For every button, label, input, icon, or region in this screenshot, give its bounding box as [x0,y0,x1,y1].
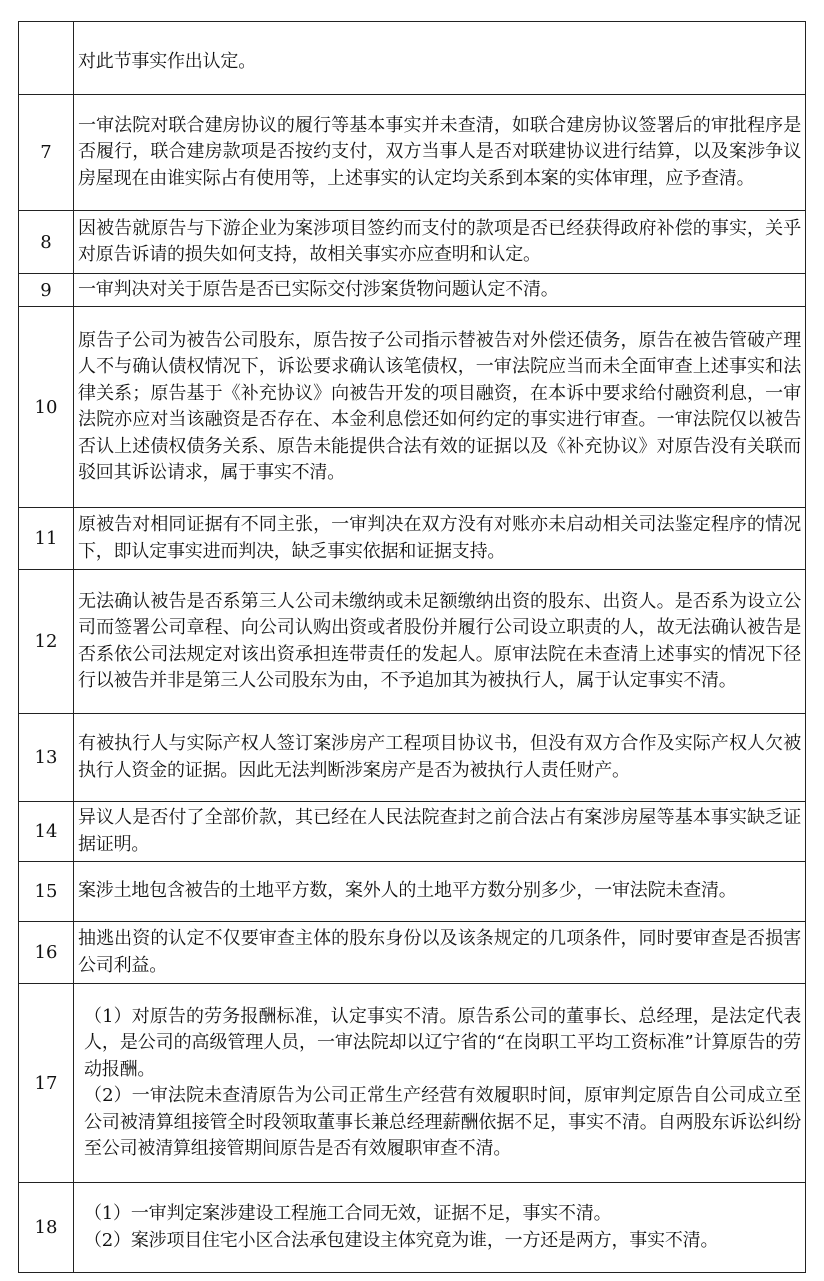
row-number: 13 [19,714,74,802]
table-row [19,22,806,95]
paragraph: （2）案涉项目住宅小区合法承包建设主体究竟为谁，一方还是两方，事实不清。 [84,1229,719,1251]
paragraph: （1）对原告的劳务报酬标准，认定事实不清。原告系公司的董事长、总经理，是法定代表人，是公司的高级管理人员，一审法院却以辽宁省的“在岗职工平均工资标准”计算原告的劳动报酬。 [84,1005,801,1080]
paragraph: （1）一审判定案涉建设工程施工合同无效，证据不足，事实不清。 [84,1203,612,1224]
row-number: 14 [19,802,74,862]
paragraph: 有被执行人与实际产权人签订案涉房产工程项目协议书，但没有双方合作及实际产权人欠被执行人资金的证据。因此无法判断涉案房产是否为被执行人责任财产。 [78,733,801,781]
row-number: 12 [19,570,74,714]
row-content [74,307,806,508]
paragraph: 对此节事实作出认定。 [78,50,256,72]
table-row [19,984,806,1183]
row-content [74,714,806,802]
row-content [74,922,806,984]
table-row [19,274,806,307]
paragraph: 原告子公司为被告公司股东，原告按子公司指示替被告对外偿还债务，原告在被告管破产理人不与确认债权情况下，诉讼要求确认该笔债权，一审法院应当而未全面审查上述事实和法律关系；原告基于《补充协议》向被告开发的项目融资，在本诉中要求给付融资利息，一审法院亦应对当该融资是否存在、本金利息偿还如何约定的事实进行审查。一审法院仅以被告否认上述债权债务关系、原告未能提供合法有效的证据以及《补充协议》对原告没有关联而驳回其诉讼请求，属于事实不清。 [78,329,801,483]
paragraph: 抽逃出资的认定不仅要审查主体的股东身份以及该条规定的几项条件，同时要审查是否损害公司利益。 [78,928,801,976]
row-content [74,984,806,1183]
row-number: 10 [19,307,74,508]
paragraph: 一审判决对关于原告是否已实际交付涉案货物问题认定不清。 [78,278,559,300]
row-number: 16 [19,922,74,984]
paragraph: 异议人是否付了全部价款，其已经在人民法院查封之前合法占有案涉房屋等基本事实缺乏证据证明。 [78,807,801,855]
paragraph: 一审法院对联合建房协议的履行等基本事实并未查清，如联合建房协议签署后的审批程序是否履行，联合建房款项是否按约支付，双方当事人是否对联建协议进行结算，以及案涉争议房屋现在由谁实际占有使用等，上述事实的认定均关系到本案的实体审理，应予查清。 [78,114,801,189]
row-content [74,22,806,95]
row-number: 15 [19,862,74,922]
table-row [19,211,806,274]
table-row [19,508,806,570]
table-row [19,95,806,211]
table-row [19,862,806,922]
row-number [19,22,74,95]
row-content [74,508,806,570]
row-content [74,802,806,862]
paragraph: （2）一审法院未查清原告为公司正常生产经营有效履职时间，原审判定原告自公司成立至公司被清算组接管全时段领取董事长兼总经理薪酬依据不足，事实不清。自两股东诉讼纠纷至公司被清算组接管期间原告是否有效履职审查不清。 [84,1085,801,1159]
table-row [19,922,806,984]
row-number: 11 [19,508,74,570]
paragraph: 原被告对相同证据有不同主张，一审判决在双方没有对账亦未启动相关司法鉴定程序的情况下，即认定事实进而判决，缺乏事实依据和证据支持。 [78,514,801,562]
table-row [19,570,806,714]
table-row [19,1183,806,1273]
row-content [74,274,806,307]
row-content [74,862,806,922]
row-content [74,1183,806,1273]
row-number: 8 [19,211,74,274]
paragraph: 案涉土地包含被告的土地平方数，案外人的土地平方数分别多少，一审法院未查清。 [78,880,737,902]
table-row [19,307,806,508]
row-number: 18 [19,1183,74,1273]
row-number: 7 [19,95,74,211]
row-content [74,95,806,211]
document-table [18,21,806,1273]
row-content [74,211,806,274]
row-number: 17 [19,984,74,1183]
paragraph: 因被告就原告与下游企业为案涉项目签约而支付的款项是否已经获得政府补偿的事实，关乎对原告诉请的损失如何支持，故相关事实亦应查明和认定。 [78,217,801,265]
table-row [19,714,806,802]
row-content [74,570,806,714]
paragraph: 无法确认被告是否系第三人公司未缴纳或未足额缴纳出资的股东、出资人。是否系为设立公司而签署公司章程、向公司认购出资或者股份并履行公司设立职责的人，故无法确认被告是否系依公司法规定对该出资承担连带责任的发起人。原审法院在未查清上述事实的情况下径行以被告并非是第三人公司股东为由，不予追加其为被执行人，属于认定事实不清。 [78,590,801,691]
row-number: 9 [19,274,74,307]
table-row [19,802,806,862]
